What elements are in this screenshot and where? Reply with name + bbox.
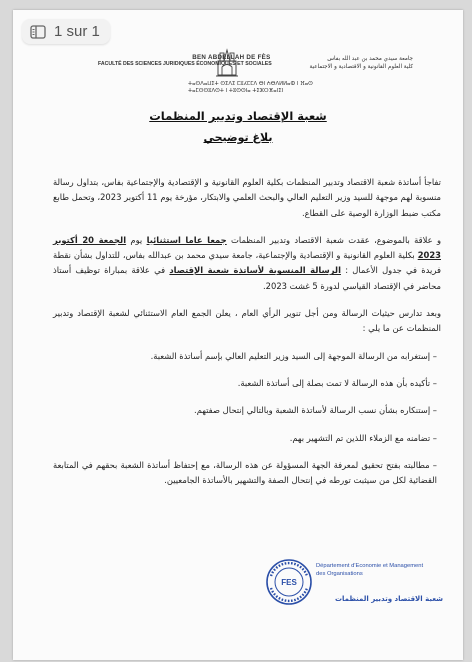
p2-agenda-item: الرسالة المنسوبة لأساتذة شعبة الإقتصاد [169,265,341,276]
header-arabic [310,55,413,71]
header-fr-line2: FACULTÉ DES SCIENCES JURIDIQUES ÉCONOMIQUES ET SOCIALES [98,61,272,67]
header-tif-line2: ⵜⴰⵎⵙⵙⵓⴷⵙⵜ ⵏ ⵜⵓⵙⵙⵏⴰ ⵜⵉⵣⵔⴼⴰⵏⵉⵏ [188,88,284,94]
header-fr-line1: BEN ABDELLAH DE FÈS [192,54,271,61]
p2-part-a: و علاقة بالموضوع، عقدت شعبة الاقتصاد وتدبير المنظمات [226,234,442,245]
p2-meeting: جمعا عاما استثنائيا [146,234,227,245]
paragraph-1: تفاجأ أساتذة شعبة الاقتصاد وتدبير المنظمات بكلية العلوم القانونية و الإقتصادية والإجتماعية بفاس، بتداول رسالة منسوبة لهم موجهة للسيد وزير التعليم العالي والبحث العلمي والابتكار، مؤرخة يوم 11 أكتوبر 2023، وتحمل طابع مكتب ضبط الوزارة الوصية على القطاع. [53,177,441,218]
stamp-fr-line1: Département d'Economie et Management [316,563,424,569]
list-item: – مطالبته بفتح تحقيق لمعرفة الجهة المسؤولة عن هذه الرسالة، مع إحتفاظ أساتذة الشعبة بحقهم في المتابعة القضائية لكل من سيثبت تورطه في إنتحال الصفة والتشهير بالأساتذة الجامعيين. [53,459,437,486]
stamp-center-text: FES [281,578,297,587]
department-title: شعبة الإقتصاد وتدبير المنظمات [149,109,327,123]
document-page [13,10,463,660]
header-fr-line1-hidden [98,54,192,61]
pages-icon [30,25,46,39]
header-french [98,54,272,68]
stamp-fr-line2: des Organisations [316,570,363,577]
p2-part-g: في علاقة بمباراة توظيف أستاذ محاضر في الإقتصاد القياسي لدورة 5 غشت 2023. [53,265,441,291]
list-item: – تأكيده بأن هذه الرسالة لا تمت بصلة إلى أساتذة الشعبة. [237,377,437,388]
list-item: – تضامنه مع الزملاء اللذين تم التشهير بهم. [289,432,437,443]
page-indicator-label: 1 sur 1 [54,23,100,40]
p2-part-c: يوم [126,234,147,245]
p2-date: الجمعة 20 أكتوبر 2023 [53,234,441,261]
stamp-french-text [316,563,423,578]
notice-title: بلاغ توضيحي [203,131,273,144]
p2-part-e: بكلية العلوم القانونية و الإقتصادية والإجتماعية، جامعة سيدي محمد بن عبدالله بفاس، للتداول بشأن نقطة فريدة في جدول الأعمال : [53,250,441,276]
header-tifinagh [188,81,313,95]
list-item: – إستغرابه من الرسالة الموجهة إلى السيد وزير التعليم العالي بإسم أساتذة الشعبة. [150,350,437,361]
header-ar-line2: كلية العلوم القانونية و الاقتصادية و الاجتماعية [309,64,413,70]
paragraph-2 [53,233,441,294]
department-stamp-seal [265,558,313,606]
notice-body [53,175,441,500]
header-ar-line1: جامعة سيدي محمد بن عبد الله بفاس [327,56,413,62]
header-tif-line1: ⵜⴰⵙⴷⴰⵡⵉⵜ ⵙⵉⴷⵉ ⵎⵓⵃⵎⵎⴷ ⴱⵏ ⵄⴱⴷⵍⵍⴰⵀ ⵏ ⴼⴰⵙ [188,81,313,87]
list-item: – إستنكاره بشأن نسب الرسالة لأساتذة الشعبة وبالتالي إنتحال صفتهم. [194,405,437,416]
university-logo [214,47,240,79]
page-indicator[interactable] [22,19,110,44]
stamp-arabic-text: شعبة الاقتصاد وتدبير المنظمات [335,595,444,603]
paragraph-3: وبعد تدارس حيثيات الرسالة ومن أجل تنوير الرأي العام ، يعلن الجمع العام الاستثنائي لشعبة الإقتصاد وتدبير المنظمات عن ما يلي : [53,308,441,334]
